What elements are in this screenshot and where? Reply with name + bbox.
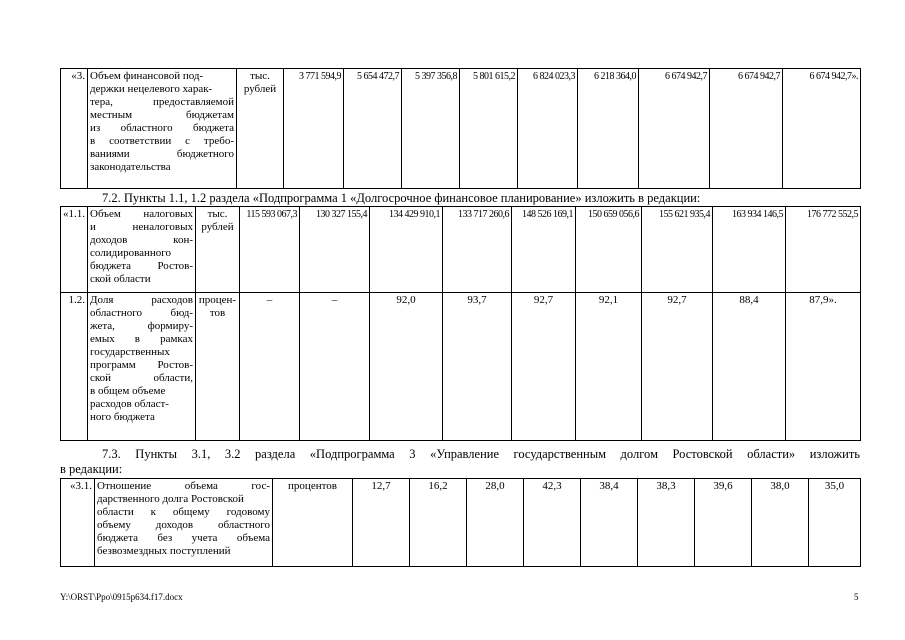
indicator-description [88, 207, 196, 293]
table-row [61, 479, 861, 567]
value-cell: 176 772 552,5 [786, 207, 861, 293]
value-cell: 6 218 364,0 [578, 69, 639, 189]
financial-support-table [60, 68, 861, 189]
value-cell: 35,0 [809, 479, 861, 567]
value-cell: 6 824 023,3 [518, 69, 578, 189]
value-cell: 5 397 356,8 [402, 69, 460, 189]
value-cell: 6 674 942,7». [783, 69, 861, 189]
desc-line: емых в рамках [90, 333, 193, 345]
desc-line: и неналоговых [90, 221, 193, 233]
unit-cell [196, 207, 240, 293]
desc-line: держки нецелевого харак- [90, 83, 213, 95]
value-cell: 133 717 260,6 [443, 207, 512, 293]
unit-line: рублей [201, 221, 234, 233]
value-cell: 5 801 615,2 [460, 69, 518, 189]
value-cell: 92,7 [642, 293, 713, 441]
desc-line: в соответствии с требо- [90, 135, 234, 147]
desc-line: законодательства [90, 161, 171, 173]
desc-line: бюджета Ростов- [90, 260, 193, 272]
row-index: 1.2. [61, 293, 88, 441]
value-cell: 115 593 067,3 [240, 207, 300, 293]
budget-planning-table [60, 206, 861, 441]
value-cell: 6 674 942,7 [710, 69, 783, 189]
desc-line: программ Ростов- [90, 359, 193, 371]
table-row [61, 69, 861, 189]
desc-line: расходов област- [90, 398, 169, 410]
unit-line: тыс. [250, 70, 270, 82]
unit-cell [237, 69, 284, 189]
value-cell: 12,7 [353, 479, 410, 567]
unit-line: тов [209, 307, 226, 319]
indicator-description [88, 69, 237, 189]
value-cell: – [300, 293, 370, 441]
value-cell: 88,4 [713, 293, 786, 441]
indicator-description [95, 479, 273, 567]
desc-line: из областного бюджета [90, 122, 234, 134]
desc-line: Объем финансовой под- [90, 70, 204, 82]
desc-line: дарственного долга Ростовской [97, 493, 244, 505]
value-cell: 5 654 472,7 [344, 69, 402, 189]
value-cell: 38,4 [581, 479, 638, 567]
desc-line: в общем объеме [90, 385, 166, 397]
value-cell: 28,0 [467, 479, 524, 567]
value-cell: 39,6 [695, 479, 752, 567]
desc-line: ваниями бюджетного [90, 148, 234, 160]
value-cell: 42,3 [524, 479, 581, 567]
desc-line: жета, формиру- [90, 320, 193, 332]
value-cell: 87,9». [786, 293, 861, 441]
state-debt-table [60, 478, 861, 567]
desc-line: ской области, [90, 372, 193, 384]
desc-line: государственных [90, 346, 170, 358]
unit-cell [273, 479, 353, 567]
value-cell: 134 429 910,1 [370, 207, 443, 293]
desc-line: безвозмездных поступлений [97, 545, 231, 557]
value-cell: 93,7 [443, 293, 512, 441]
desc-line: Объем налоговых [90, 208, 193, 220]
table-row [61, 293, 861, 441]
row-index: «1.1. [61, 207, 88, 293]
value-cell: – [240, 293, 300, 441]
row-index: «3. [61, 69, 88, 189]
value-cell: 6 674 942,7 [639, 69, 710, 189]
unit-line: тыс. [207, 208, 228, 220]
desc-line: областного бюд- [90, 307, 193, 319]
desc-line: ской области [90, 273, 151, 285]
desc-line: бюджета без учета объема [97, 532, 270, 544]
indicator-description [88, 293, 196, 441]
value-cell: 38,0 [752, 479, 809, 567]
value-cell: 130 327 155,4 [300, 207, 370, 293]
desc-line: ного бюджета [90, 411, 155, 423]
value-cell: 92,0 [370, 293, 443, 441]
value-cell: 38,3 [638, 479, 695, 567]
unit-line: процен- [198, 294, 237, 306]
desc-line: местным бюджетам [90, 109, 234, 121]
unit-cell [196, 293, 240, 441]
value-cell: 3 771 594,9 [284, 69, 344, 189]
value-cell: 92,1 [576, 293, 642, 441]
page-number: 5 [854, 592, 859, 602]
desc-line: доходов кон- [90, 234, 193, 246]
desc-line: Доля расходов [90, 294, 193, 306]
paragraph-7-3-line2: в редакции: [60, 462, 123, 476]
desc-line: области к общему годовому [97, 506, 270, 518]
row-index: «3.1. [61, 479, 95, 567]
value-cell: 150 659 056,6 [576, 207, 642, 293]
desc-line: объему доходов областного [97, 519, 270, 531]
file-path: Y:\ORST\Ppo\0915p634.f17.docx [60, 592, 183, 602]
value-cell: 155 621 935,4 [642, 207, 713, 293]
value-cell: 163 934 146,5 [713, 207, 786, 293]
value-cell: 16,2 [410, 479, 467, 567]
paragraph-7-3-line1: 7.3. Пункты 3.1, 3.2 раздела «Подпрограмма 3 «Управление государственным долгом Ростовской области» изложить [102, 447, 860, 461]
paragraph-7-2: 7.2. Пункты 1.1, 1.2 раздела «Подпрограмма 1 «Долгосрочное финансовое планирование» изложить в редакции: [102, 191, 701, 205]
value-cell: 148 526 169,1 [512, 207, 576, 293]
unit-line: процентов [288, 480, 337, 492]
desc-line: Отношение объема гос- [97, 480, 270, 492]
desc-line: тера, предоставляемой [90, 96, 234, 108]
unit-line: рублей [243, 83, 277, 95]
table-row [61, 207, 861, 293]
value-cell: 92,7 [512, 293, 576, 441]
desc-line: солидированного [90, 247, 172, 259]
